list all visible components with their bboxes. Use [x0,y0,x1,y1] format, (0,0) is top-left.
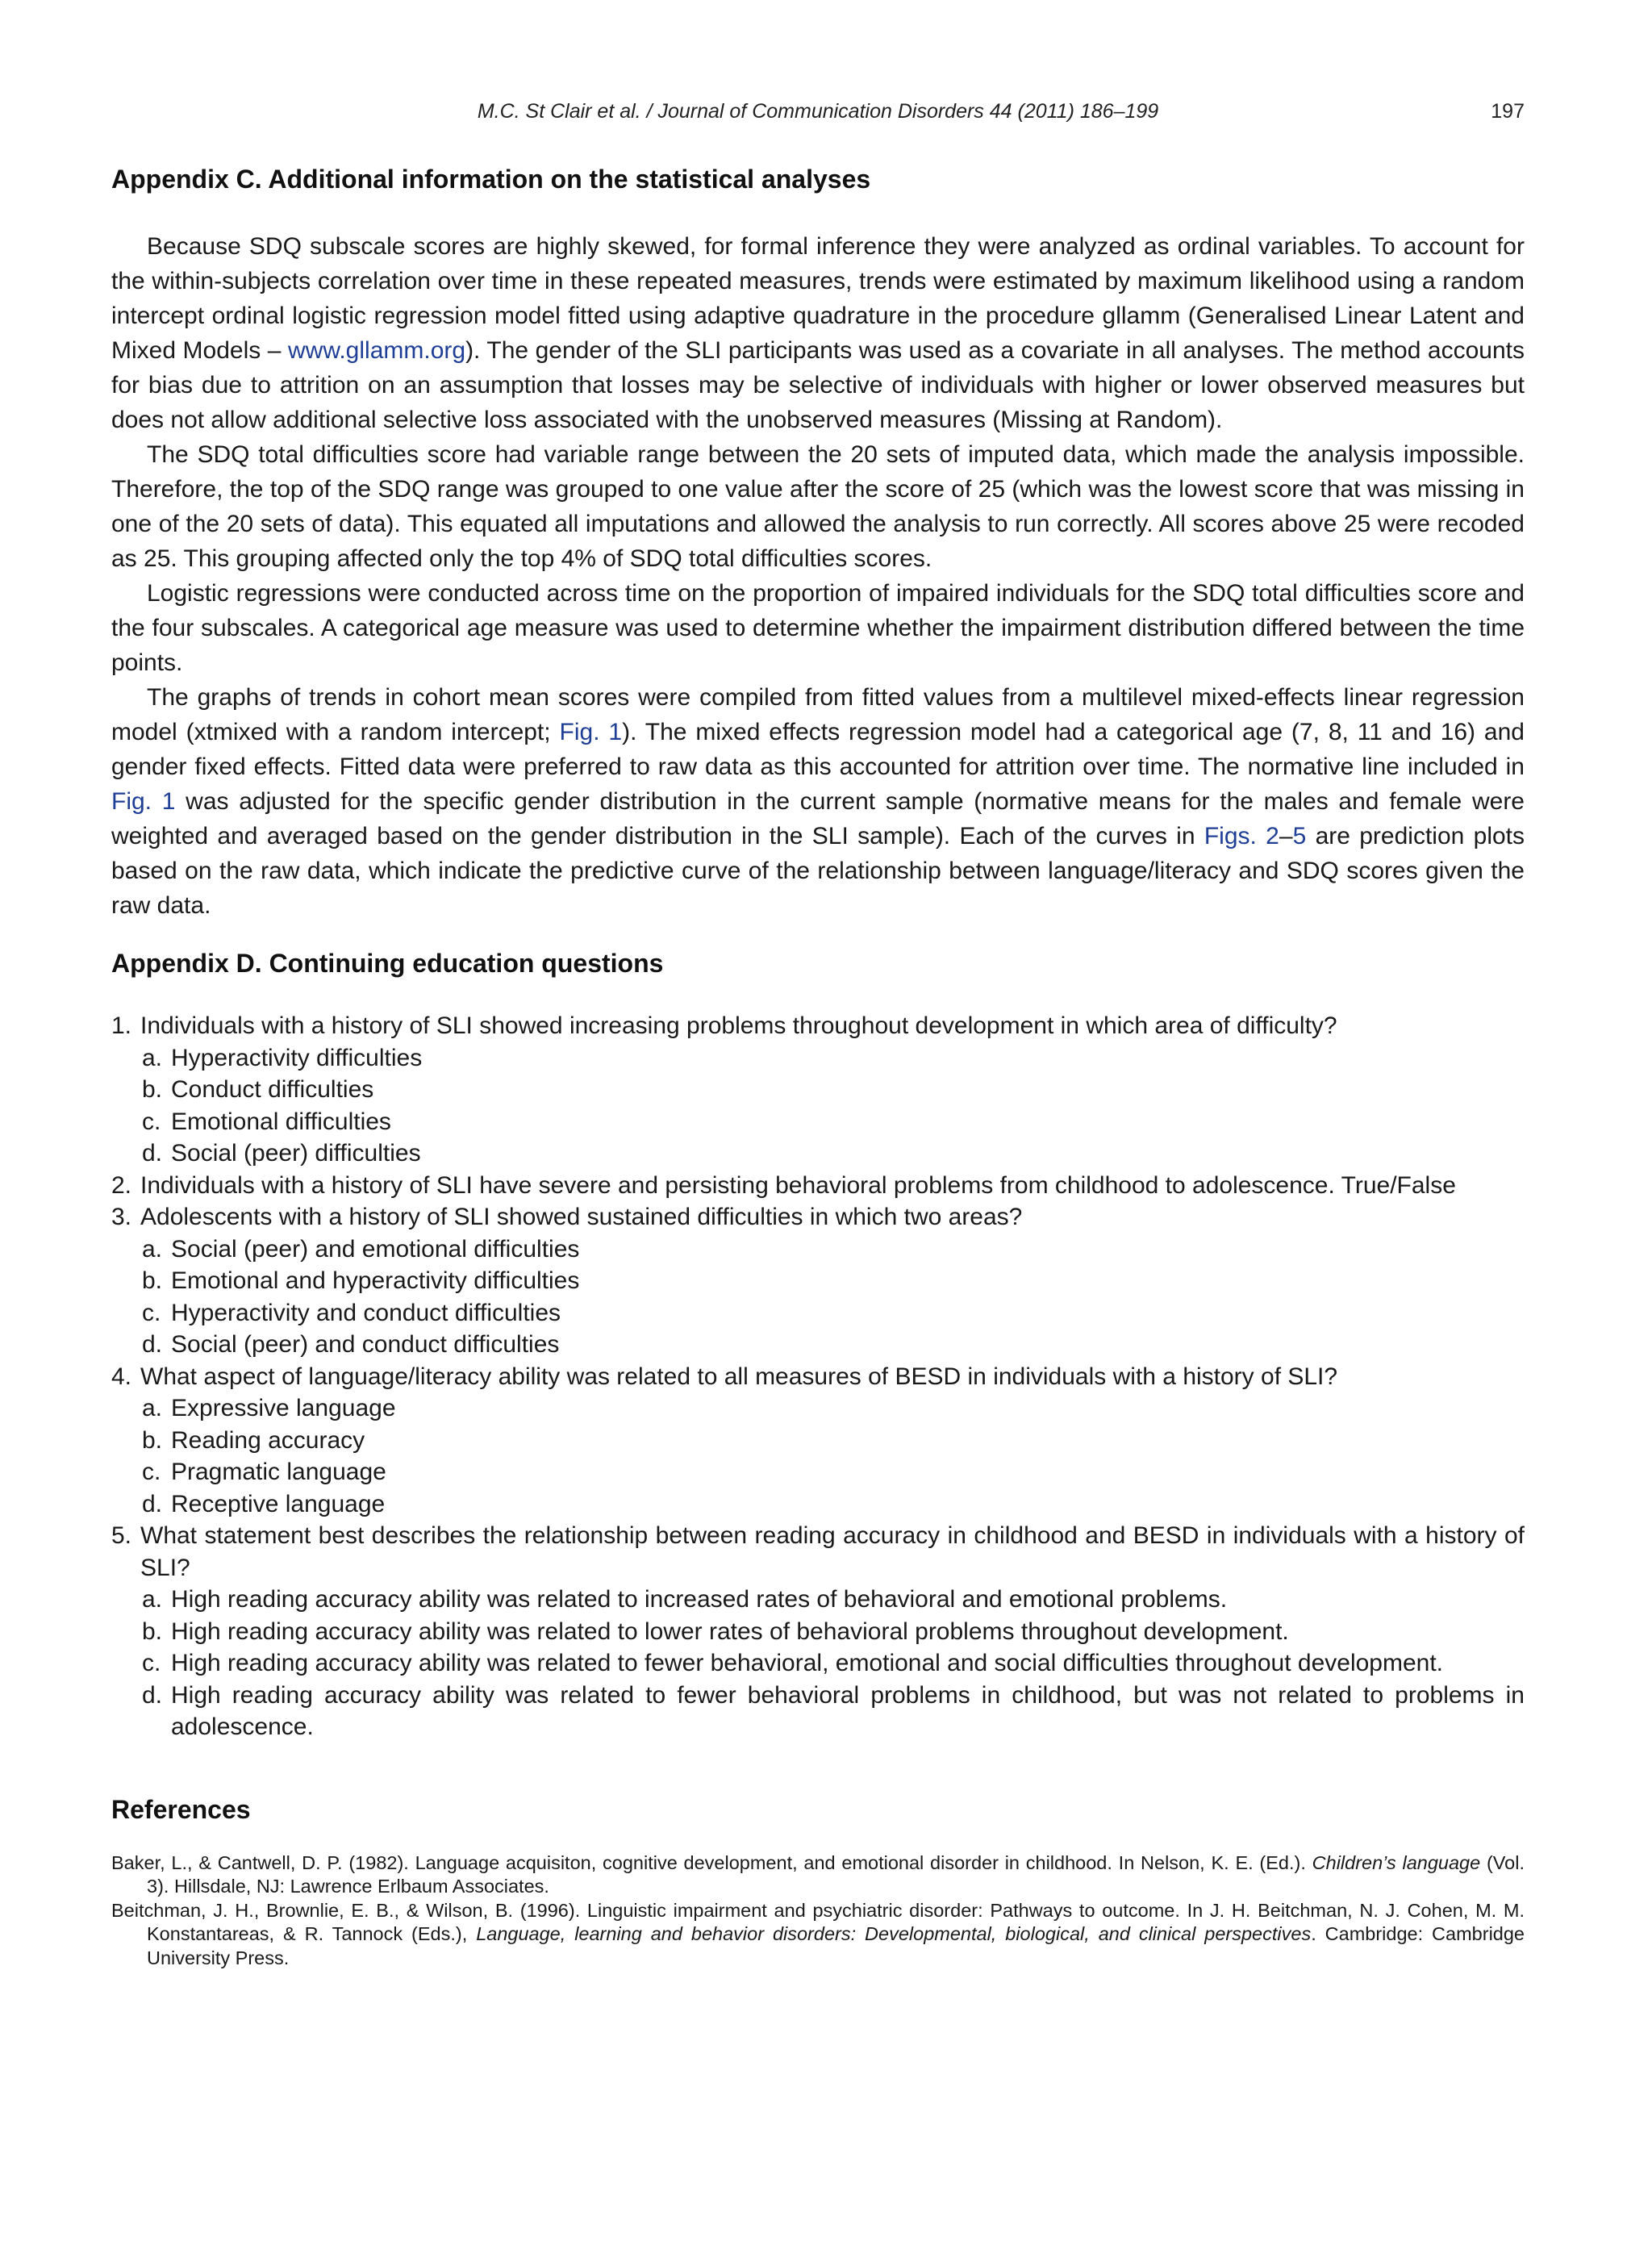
option-text: Social (peer) difficulties [171,1140,421,1167]
question-item [111,1010,1525,1170]
option-label: b. [142,1426,163,1454]
answer-option [111,1456,1525,1488]
answer-option [111,1106,1525,1138]
answer-option [111,1329,1525,1361]
option-text: Conduct difficulties [171,1076,374,1103]
question-text: Adolescents with a history of SLI showed sustained difficulties in which two areas? [140,1204,1023,1230]
option-label: a. [142,1395,163,1421]
option-label: a. [142,1235,163,1263]
fig-1-link-2[interactable]: Fig. 1 [111,788,176,815]
running-title: M.C. St Clair et al. / Journal of Communication Disorders 44 (2011) 186–199 [477,100,1159,123]
option-text: Emotional and hyperactivity difficulties [171,1267,580,1294]
appendix-d-title: Appendix D. Continuing education questions [111,949,664,978]
question-text: What aspect of language/literacy ability was related to all measures of BESD in individuals with a history of SLI? [140,1363,1338,1390]
question-item [111,1520,1525,1743]
option-label: d. [142,1490,163,1517]
question-text: Individuals with a history of SLI showed increasing problems throughout development in which area of difficulty? [140,1012,1337,1039]
answer-option [111,1074,1525,1106]
gllamm-link[interactable]: www.gllamm.org [288,337,466,364]
question-text: Individuals with a history of SLI have severe and persisting behavioral problems from childhood to adolescence. True/False [140,1171,1456,1199]
answer-option [111,1233,1525,1266]
fig-1-link[interactable]: Fig. 1 [559,719,623,745]
option-text: Hyperactivity difficulties [171,1044,423,1071]
question-text-row [111,1201,1525,1233]
answer-option [111,1584,1525,1616]
appendix-c-title: Appendix C. Additional information on the statistical analyses [111,165,871,194]
option-label: c. [142,1299,161,1326]
option-text: Receptive language [171,1490,386,1517]
question-text-row [111,1010,1525,1042]
answer-options [111,1042,1525,1170]
answer-options [111,1233,1525,1361]
appendix-c-paragraph-3: Logistic regressions were conducted across time on the proportion of impaired individuals for the SDQ total difficulties score and the four subscales. A categorical age measure was used to determine whether the impairment distribution differed between the time points. [111,580,1525,676]
reference-entry: Beitchman, J. H., Brownlie, E. B., & Wilson, B. (1996). Linguistic impairment and psychiatric disorder: Pathways to outcome. In J. H. Beitchman, N. J. Cohen, M. M. Konstantareas, & R. Tannock (Eds.), Language, learning and behavior disorders: Developmental, biological, and clinical perspectives. Cambridge: Cambridge University Press. [111,1899,1525,1968]
question-text: What statement best describes the relationship between reading accuracy in childhood and BESD in individuals with a history of SLI? [140,1522,1525,1581]
references-title: References [111,1794,251,1824]
option-text: Pragmatic language [171,1459,386,1485]
question-text-row [111,1170,1525,1202]
option-text: High reading accuracy ability was related to increased rates of behavioral and emotional problems. [171,1586,1228,1613]
option-label: b. [142,1267,163,1294]
option-text: Social (peer) and emotional difficulties [171,1235,580,1263]
answer-option [111,1647,1525,1680]
question-number: 1. [111,1012,132,1039]
reference-entry: Baker, L., & Cantwell, D. P. (1982). Language acquisiton, cognitive development, and emotional disorder in childhood. In Nelson, K. E. (Ed.). Children’s language (Vol. 3). Hillsdale, NJ: Lawrence Erlbaum Associates. [111,1851,1525,1897]
page-number: 197 [1491,100,1525,123]
running-header [111,100,1525,132]
option-text: Hyperactivity and conduct difficulties [171,1299,561,1326]
answer-options [111,1584,1525,1743]
option-label: c. [142,1650,161,1676]
article-body [111,161,1525,1970]
question-list [111,1010,1525,1743]
option-label: d. [142,1140,163,1167]
reference-title-italic: Children’s language [1312,1851,1481,1873]
figs-2-link[interactable]: Figs. 2 [1204,823,1279,849]
option-label: c. [142,1459,161,1485]
answer-option [111,1042,1525,1075]
reference-title-italic: Language, learning and behavior disorders: Developmental, biological, and clinical perspectives [476,1923,1312,1944]
answer-option [111,1137,1525,1170]
option-label: a. [142,1044,163,1071]
answer-option [111,1265,1525,1297]
answer-option [111,1616,1525,1648]
option-text: Reading accuracy [171,1426,365,1454]
reference-list [111,1851,1525,1971]
option-label: b. [142,1617,163,1645]
appendix-c-paragraph-1: Because SDQ subscale scores are highly skewed, for formal inference they were analyzed as ordinal variables. To account for the within-subjects correlation over time in these repeated measures, trends were estimated by maximum likelihood using a random intercept ordinal logistic regression model fitted using adaptive quadrature in the procedure gllamm (Generalised Linear Latent and Mixed Models – www.gllamm.org). The gender of the SLI participants was used as a covariate in all analyses. The method accounts for bias due to attrition on an assumption that losses may be selective of individuals with higher or lower observed measures but does not allow additional selective loss associated with the unobserved measures (Missing at Random). [111,233,1525,433]
option-label: b. [142,1076,163,1103]
option-label: c. [142,1108,161,1135]
option-text: High reading accuracy ability was related to fewer behavioral, emotional and social difficulties throughout development. [171,1650,1444,1676]
question-number: 2. [111,1171,132,1199]
question-item [111,1170,1525,1202]
appendix-c-paragraph-2: The SDQ total difficulties score had variable range between the 20 sets of imputed data, which made the analysis impossible. Therefore, the top of the SDQ range was grouped to one value after the score of 25 (which was the lowest score that was missing in one of the 20 sets of data). This equated all imputations and allowed the analysis to run correctly. All scores above 25 were recoded as 25. This grouping affected only the top 4% of SDQ total difficulties scores. [111,441,1525,572]
option-text: Emotional difficulties [171,1108,391,1135]
option-text: High reading accuracy ability was related to lower rates of behavioral problems throughout development. [171,1617,1289,1645]
option-text: Expressive language [171,1395,396,1421]
option-text: High reading accuracy ability was related to fewer behavioral problems in childhood, but was not related to problems in adolescence. [171,1681,1525,1740]
option-label: a. [142,1586,163,1613]
answer-options [111,1392,1525,1520]
question-item [111,1201,1525,1361]
option-text: Social (peer) and conduct difficulties [171,1331,560,1358]
question-item [111,1361,1525,1521]
appendix-c-paragraph-4: The graphs of trends in cohort mean scores were compiled from fitted values from a multilevel mixed-effects linear regression model (xtmixed with a random intercept; Fig. 1). The mixed effects regression model had a categorical age (7, 8, 11 and 16) and gender fixed effects. Fitted data were preferred to raw data as this accounted for attrition over time. The normative line included in Fig. 1 was adjusted for the specific gender distribution in the current sample (normative means for the males and female were weighted and averaged based on the gender distribution in the SLI sample). Each of the curves in Figs. 2–5 are prediction plots based on the raw data, which indicate the predictive curve of the relationship between language/literacy and SDQ scores given the raw data. [111,684,1525,919]
question-number: 4. [111,1363,132,1390]
answer-option [111,1425,1525,1457]
fig-5-link[interactable]: 5 [1292,823,1307,849]
answer-option [111,1297,1525,1329]
question-text-row [111,1361,1525,1393]
question-text-row [111,1520,1525,1584]
option-label: d. [142,1681,163,1709]
option-label: d. [142,1331,163,1358]
answer-option [111,1680,1525,1743]
answer-option [111,1392,1525,1425]
question-number: 3. [111,1204,132,1230]
answer-option [111,1488,1525,1521]
question-number: 5. [111,1522,132,1549]
